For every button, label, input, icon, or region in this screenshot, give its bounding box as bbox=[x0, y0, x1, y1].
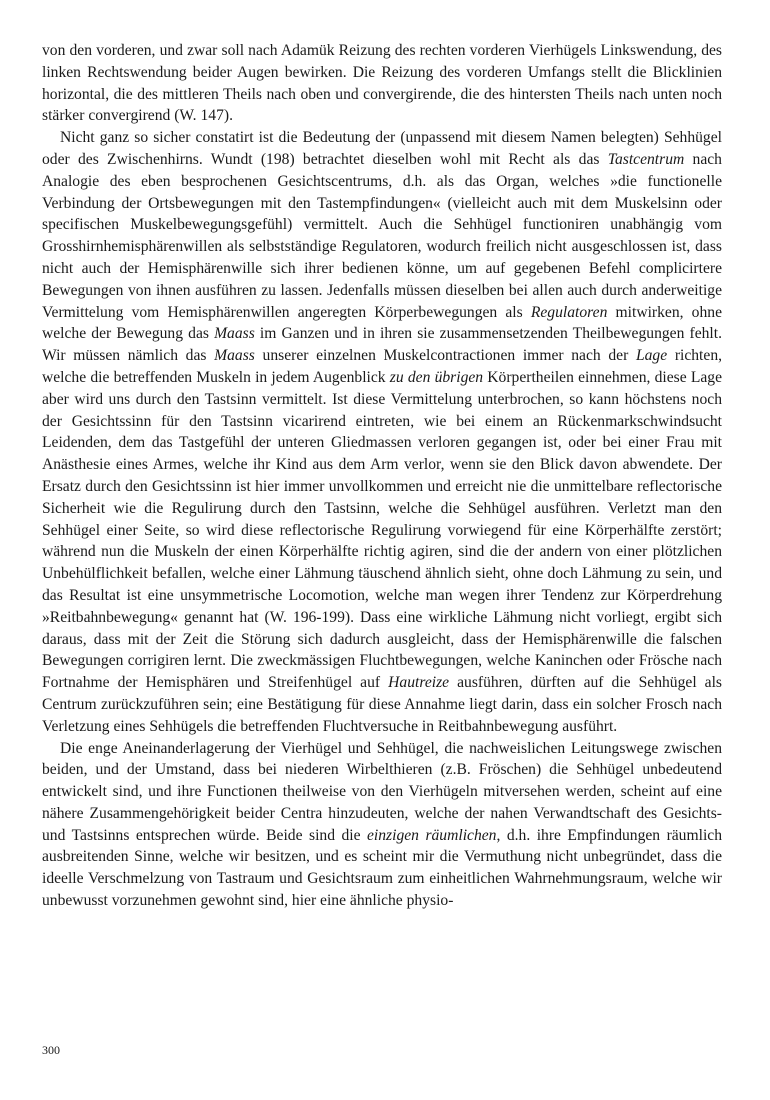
emphasis-text: Hautreize bbox=[388, 674, 450, 692]
body-text: Körpertheilen einnehmen, diese Lage aber wird uns durch den Tastsinn vermittelt. Ist diese Vermittelung unterbrochen, so kann höchstens noch der Gesichtssinn für den Tastsinn vicarirend eintreten, wie bei einem an Rückenmarkschwindsucht Leidenden, dem das Tastgefühl der unteren Gliedmassen verloren gegangen ist, oder bei einer Frau mit Anästhesie eines Armes, welche ihr Kind aus dem Arm verlor, wenn sie den Blick davon abwendete. Der Ersatz durch den Gesichtssinn ist hier immer unvollkommen und erreicht nie die unmittelbare reflectorische Sicherheit wie die Regulirung durch den Tastsinn, welche die Sehhügel ausführen. Verletzt man den Sehhügel einer Seite, so wird diese reflectorische Regulirung vorwiegend für eine Körperhälfte zerstört; während nun die Muskeln der einen Körperhälfte richtig agiren, sind die der andern von einer plötzlichen Unbehülflichkeit befallen, welche einer Lähmung täuschend ähnlich sieht, ohne doch Lähmung zu sein, und das Resultat ist eine unsymmetrische Locomotion, welche man wegen ihrer Tendenz zur Körperdrehung »Reitbahnbewegung« genannt hat (W. 196-199). Dass eine wirkliche Lähmung nicht vorliegt, ergibt sich daraus, dass mit der Zeit die Störung sich dadurch ausgleicht, dass der Hemisphärenwille die falschen Bewegungen corrigiren lernt. Die zweckmässigen Fluchtbewegungen, welche Kaninchen oder Frösche nach Fortnahme der Hemisphären und Streifenhügel auf bbox=[42, 368, 722, 692]
emphasis-text: Regulatoren bbox=[530, 303, 608, 321]
emphasis-text: Maass bbox=[214, 325, 255, 343]
body-text: Nicht ganz so sicher constatirt ist die Bedeutung der (unpassend mit diesem Namen belegten) Sehhügel oder des Zwischenhirns. Wundt (198) betrachtet dieselben wohl mit Recht als das bbox=[42, 129, 722, 168]
emphasis-text: Lage bbox=[635, 347, 668, 365]
paragraph-3 bbox=[42, 738, 722, 912]
emphasis-text: zu den übrigen bbox=[389, 368, 484, 386]
paragraph-2 bbox=[42, 127, 722, 737]
page-body bbox=[42, 40, 722, 912]
emphasis-text: Tastcentrum bbox=[607, 150, 685, 168]
body-text: mitwirken, ohne welche der Bewegung das bbox=[42, 303, 722, 343]
body-text: , d.h. ihre Empfindungen räumlich ausbreitenden Sinne, welche wir besitzen, und es scheint mir die Vermuthung nicht unbegründet, dass die ideelle Verschmelzung von Tastraum und Gesichtsraum zum einheitlichen Wahrnehmungsraum, welche wir unbewusst vorzunehmen gewohnt sind, hier eine ähnliche physio- bbox=[42, 826, 722, 910]
body-text: nach Analogie des eben besprochenen Gesichtscentrums, d.h. als das Organ, welches »die functionelle Verbindung der Ortsbewegungen mit den Tastempfindungen« (vielleicht auch mit dem Muskelsinn oder specifischen Muskelbewegungsgefühl) vermittelt. Auch die Sehhügel functioniren unabhängig vom Grosshirnhemisphärenwillen als selbstständige Regulatoren, wodurch freilich nicht ausgeschlossen ist, dass nicht auch der Hemisphärenwille sich ihrer bedienen könne, um auf gegebenen Befehl complicirtere Bewegungen von ihnen ausführen zu lassen. Jedenfalls müssen dieselben bei allen auch durch anderweitige Vermittelung vom Hemisphärenwillen angeregten Körperbewegungen als bbox=[42, 150, 722, 321]
paragraph-1 bbox=[42, 40, 722, 127]
body-text: im Ganzen und in ihren sie zusammensetzenden Theilbewegungen fehlt. Wir müssen nämlich das bbox=[42, 325, 722, 365]
body-text: richten, welche die betreffenden Muskeln in jedem Augenblick bbox=[42, 347, 723, 386]
body-text: von den vorderen, und zwar soll nach Adamük Reizung des rechten vorderen Vierhügels Linkswendung, des linken Rechtswendung beider Augen bewirken. Die Reizung des vorderen Umfangs stellt die Blicklinien horizontal, die des mittleren Theils nach oben und convergirende, die des hintersten Theils nach unten noch stärker convergirend (W. 147). bbox=[42, 42, 722, 125]
body-text: unserer einzelnen Muskelcontractionen immer nach der bbox=[254, 347, 636, 365]
emphasis-text: einzigen räumlichen bbox=[367, 826, 497, 844]
emphasis-text: Maass bbox=[214, 347, 255, 365]
page-number: 300 bbox=[42, 1043, 60, 1057]
body-text: ausführen, dürften auf die Sehhügel als Centrum zurückzuführen sein; eine Bestätigung für diese Annahme liegt darin, dass ein solcher Frosch nach Verletzung eines Sehhügels die betreffenden Fluchtversuche in Reitbahnbewegung ausführt. bbox=[42, 674, 723, 735]
body-text: Die enge Aneinanderlagerung der Vierhügel und Sehhügel, die nachweislichen Leitungswege zwischen beiden, und der Umstand, dass bei niederen Wirbelthieren (z.B. Fröschen) die Sehhügel unbedeutend entwickelt sind, und ihre Functionen theilweise von den Vierhügeln mitversehen werden, scheint auf eine nähere Zusammengehörigkeit beider Centra hinzudeuten, welche der nahen Verwandtschaft des Gesichts- und Tastsinns entsprechen würde. Beide sind die bbox=[42, 739, 722, 844]
